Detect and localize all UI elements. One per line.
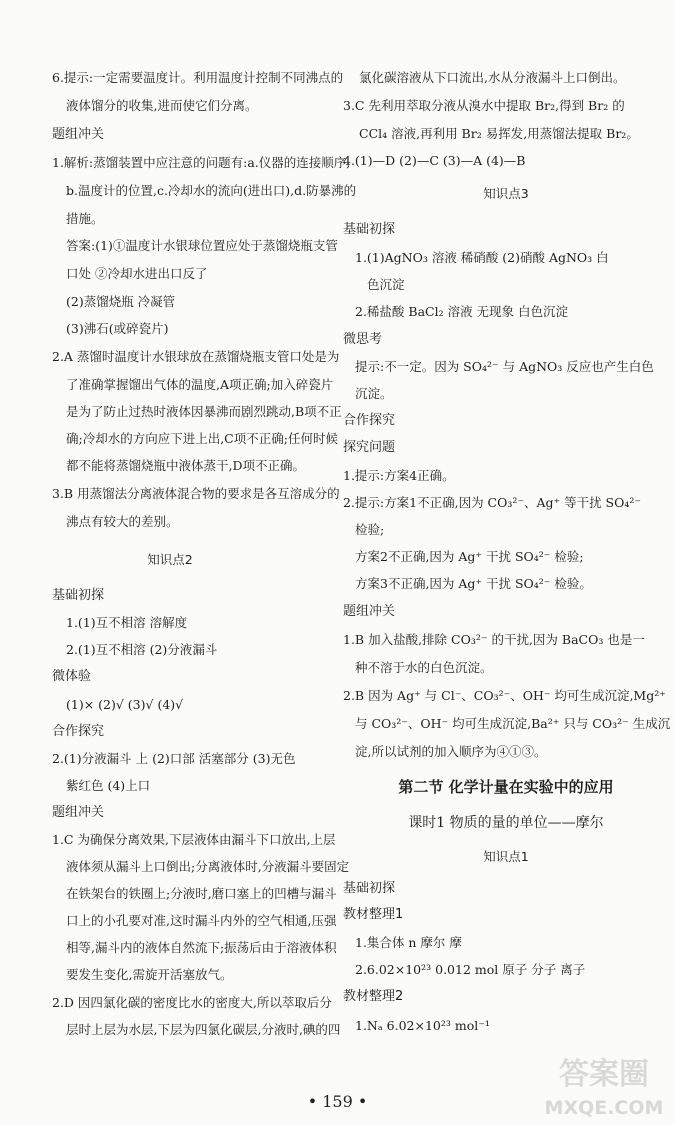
section-heading: 合作探究 (52, 724, 105, 739)
text-line: 在铁架台的铁圈上;分液时,磨口塞上的凹槽与漏斗 (66, 886, 337, 901)
text-line: 确;冷却水的方向应下进上出,C项不正确;任何时候 (66, 431, 338, 446)
text-line: 2.提示:方案1不正确,因为 CO₃²⁻、Ag⁺ 等干扰 SO₄²⁻ (343, 495, 641, 510)
section-heading: 基础初探 (343, 881, 396, 896)
text-line: 相等,漏斗内的液体自然流下;振荡后由于溶液体积 (66, 940, 337, 955)
section-heading: 微思考 (343, 332, 383, 347)
text-line: 都不能将蒸馏烧瓶中液体蒸干,D项不正确。 (66, 458, 305, 473)
chapter-section-title: 第二节 化学计量在实验中的应用 (398, 778, 614, 796)
text-line: 2.稀盐酸 BaCl₂ 溶液 无现象 白色沉淀 (355, 304, 569, 319)
section-heading: 题组冲关 (343, 604, 396, 619)
text-line: 方案3不正确,因为 Ag⁺ 干扰 SO₄²⁻ 检验。 (355, 576, 592, 591)
text-line: 是为了防止过热时液体因暴沸而剧烈跳动,B项不正 (66, 404, 342, 419)
knowledge-point-title: 知识点3 (483, 186, 529, 201)
text-line: 2.(1)分液漏斗 上 (2)口部 活塞部分 (3)无色 (52, 751, 296, 766)
text-line: 口上的小孔要对准,这时漏斗内外的空气相通,压强 (66, 913, 337, 928)
text-line: (3)沸石(或碎瓷片) (66, 321, 169, 336)
text-line: 2.D 因四氯化碳的密度比水的密度大,所以萃取后分 (52, 995, 332, 1010)
text-line: 1.提示:方案4正确。 (343, 468, 455, 483)
text-line: 1.C 为确保分离效果,下层液体由漏斗下口放出,上层 (52, 832, 336, 847)
text-line: 4.(1)—D (2)—C (3)—A (4)—B (343, 153, 526, 168)
text-line: 检验; (355, 522, 385, 537)
text-line: 3.B 用蒸馏法分离液体混合物的要求是各互溶成分的 (52, 486, 340, 501)
text-line: 2.6.02×10²³ 0.012 mol 原子 分子 离子 (355, 962, 586, 977)
text-line: 3.C 先利用萃取分液从溴水中提取 Br₂,得到 Br₂ 的 (343, 98, 625, 113)
svg-text:MXQE.COM: MXQE.COM (544, 1097, 664, 1119)
text-line: 1.(1)互不相溶 溶解度 (66, 615, 188, 630)
text-line: b.温度计的位置,c.冷却水的流向(进出口),d.防暴沸的 (66, 183, 357, 198)
knowledge-point-title: 知识点1 (483, 849, 529, 864)
text-line: 与 CO₃²⁻、OH⁻ 均可生成沉淀,Ba²⁺ 只与 CO₃²⁻ 生成沉 (355, 716, 671, 731)
text-line: 种不溶于水的白色沉淀。 (355, 660, 493, 675)
section-heading: 教材整理2 (343, 989, 404, 1004)
section-heading: 基础初探 (52, 588, 105, 603)
section-heading: 合作探究 (343, 413, 396, 428)
text-line: 层时上层为水层,下层为四氯化碳层,分液时,碘的四 (66, 1022, 341, 1037)
text-line: 1.(1)AgNO₃ 溶液 稀硝酸 (2)硝酸 AgNO₃ 白 (355, 250, 609, 265)
section-heading: 微体验 (52, 669, 92, 684)
knowledge-point-title: 知识点2 (147, 552, 193, 567)
text-line: 淀,所以试剂的加入顺序为④①③。 (355, 744, 547, 759)
text-line: 氯化碳溶液从下口流出,水从分液漏斗上口倒出。 (359, 70, 626, 85)
text-line: 2.(1)互不相溶 (2)分液漏斗 (66, 642, 218, 657)
text-line: 色沉淀 (367, 277, 405, 292)
text-line: 液体馏分的收集,进而使它们分离。 (66, 98, 258, 113)
watermark-logo (538, 1050, 670, 1122)
text-line: 提示:不一定。因为 SO₄²⁻ 与 AgNO₃ 反应也产生白色 (355, 359, 654, 374)
text-line: 1.B 加入盐酸,排除 CO₃²⁻ 的干扰,因为 BaCO₃ 也是一 (343, 632, 645, 647)
section-heading: 探究问题 (343, 440, 396, 455)
text-line: (2)蒸馏烧瓶 冷凝管 (66, 294, 176, 309)
text-line: 沸点有较大的差别。 (66, 514, 179, 529)
section-heading: 题组冲关 (52, 805, 105, 820)
text-line: 6.提示:一定需要温度计。利用温度计控制不同沸点的 (52, 70, 344, 85)
text-line: 2.B 因为 Ag⁺ 与 Cl⁻、CO₃²⁻、OH⁻ 均可生成沉淀,Mg²⁺ (343, 688, 666, 703)
text-line: 液体须从漏斗上口倒出;分离液体时,分液漏斗要固定 (66, 859, 350, 874)
text-line: 措施。 (66, 211, 104, 226)
section-heading: 题组冲关 (52, 127, 105, 142)
text-line: 口处 ②冷却水进出口反了 (66, 266, 208, 281)
text-line: 方案2不正确,因为 Ag⁺ 干扰 SO₄²⁻ 检验; (355, 549, 584, 564)
text-line: 紫红色 (4)上口 (66, 778, 151, 793)
text-line: 1.Nₐ 6.02×10²³ mol⁻¹ (355, 1018, 490, 1033)
svg-text:答案圈: 答案圈 (559, 1057, 649, 1092)
section-heading: 基础初探 (343, 222, 396, 237)
text-line: 了准确掌握馏出气体的温度,A项正确;加入碎瓷片 (66, 377, 334, 392)
lesson-title: 课时1 物质的量的单位——摩尔 (408, 815, 604, 831)
text-line: 沉淀。 (355, 386, 393, 401)
text-line: 要发生变化,需旋开活塞放气。 (66, 967, 233, 982)
text-line: (1)× (2)√ (3)√ (4)√ (66, 697, 184, 712)
section-heading: 教材整理1 (343, 907, 404, 922)
page-number: • 159 • (307, 1092, 368, 1111)
text-line: 2.A 蒸馏时温度计水银球放在蒸馏烧瓶支管口处是为 (52, 349, 340, 364)
text-line: 答案:(1)①温度计水银球位置应处于蒸馏烧瓶支管 (66, 238, 338, 253)
text-line: 1.集合体 n 摩尔 摩 (355, 935, 462, 950)
text-line: 1.解析:蒸馏装置中应注意的问题有:a.仪器的连接顺序, (52, 155, 351, 170)
text-line: CCl₄ 溶液,再利用 Br₂ 易挥发,用蒸馏法提取 Br₂。 (359, 126, 639, 141)
